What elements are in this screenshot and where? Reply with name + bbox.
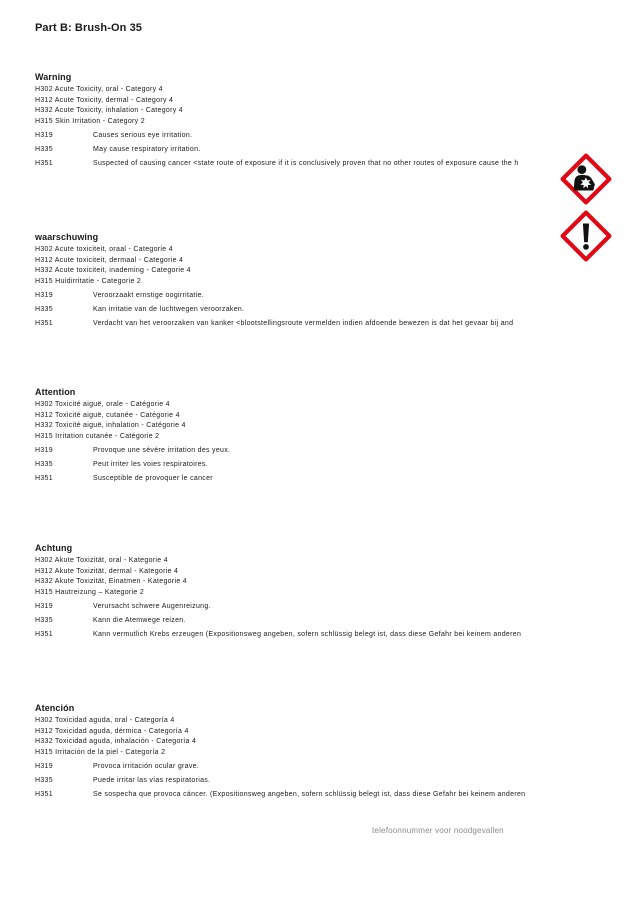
hazard-code: H319 (35, 762, 53, 770)
hazard-statement-row (35, 628, 575, 642)
hazard-code: H319 (35, 291, 53, 299)
hazard-code: H335 (35, 145, 53, 153)
signal-word: Achtung (35, 543, 73, 553)
hazard-classification: H302 Toxicidad aguda, oral - Categoría 4 (35, 717, 175, 724)
hazard-classification: H315 Irritación de la piel - Categoría 2 (35, 749, 166, 757)
hazard-code: H335 (35, 460, 53, 468)
hazard-code: H319 (35, 602, 53, 610)
signal-word: Attention (35, 387, 76, 397)
hazard-classification: H312 Acute toxiciteit, dermaal - Categorie 4 (35, 256, 184, 264)
hazard-section (35, 387, 575, 486)
hazard-statement-text: Kann die Atemwege reizen. (93, 616, 186, 624)
hazard-classification: H302 Acute toxiciteit, oraal - Categorie 4 (35, 246, 173, 253)
hazard-statement-row (35, 303, 575, 317)
hazard-statement-row (35, 600, 575, 614)
hazard-code: H319 (35, 131, 53, 139)
hazard-classification: H315 Skin Irritation - Category 2 (35, 118, 145, 126)
hazard-statement-row (35, 317, 575, 331)
emergency-phone-label: telefoonnummer voor noodgevallen (372, 826, 504, 835)
hazard-statement-row (35, 774, 575, 788)
hazard-statement-row (35, 788, 575, 802)
hazard-statements (35, 129, 575, 171)
hazard-statement-text: Kan irritatie van de luchtwegen veroorzaken. (93, 305, 245, 313)
exclamation-mark-icon (560, 210, 612, 262)
hazard-classification: H315 Irritation cutanée - Catégorie 2 (35, 433, 160, 441)
hazard-code: H351 (35, 630, 53, 638)
hazard-statement-text: Provoque une sévère irritation des yeux. (93, 446, 231, 454)
signal-word: waarschuwing (35, 232, 99, 242)
hazard-classification: H312 Toxicidad aguda, dérmica - Categoría 4 (35, 727, 189, 735)
hazard-classification: H302 Toxicité aiguë, orale - Catégorie 4 (35, 401, 170, 408)
hazard-section (35, 703, 575, 802)
hazard-section (35, 72, 575, 171)
hazard-classification: H312 Acute Toxicity, dermal - Category 4 (35, 96, 174, 104)
hazard-classification: H332 Acute toxiciteit, inademing - Categorie 4 (35, 267, 191, 275)
hazard-code: H335 (35, 776, 53, 784)
hazard-statement-row (35, 760, 575, 774)
hazard-statements (35, 289, 575, 331)
hazard-classification: H312 Toxicité aiguë, cutanée - Catégorie 4 (35, 411, 180, 419)
hazard-code: H335 (35, 305, 53, 313)
hazard-code: H351 (35, 159, 53, 167)
hazard-statement-row (35, 614, 575, 628)
hazard-statements (35, 600, 575, 642)
hazard-statement-row (35, 143, 575, 157)
ghs-pictogram (560, 210, 612, 262)
signal-word: Warning (35, 72, 72, 82)
hazard-statement-row (35, 289, 575, 303)
health-hazard-icon (560, 153, 612, 205)
hazard-code: H351 (35, 790, 53, 798)
hazard-statement-row (35, 472, 575, 486)
hazard-code: H335 (35, 616, 53, 624)
hazard-code: H319 (35, 446, 53, 454)
hazard-statement-text: May cause respiratory irritation. (93, 145, 201, 153)
hazard-classification: H332 Akute Toxizität, Einatmen - Kategorie 4 (35, 578, 187, 586)
hazard-statement-text: Peut irriter les voies respiratoires. (93, 460, 208, 468)
hazard-statement-text: Causes serious eye irritation. (93, 131, 193, 139)
hazard-classification: H315 Huidirritatie - Categorie 2 (35, 278, 142, 286)
signal-word: Atención (35, 703, 75, 713)
hazard-classification: H332 Acute Toxicity, inhalation - Category 4 (35, 107, 183, 115)
hazard-classification: H312 Akute Toxizität, dermal - Kategorie 4 (35, 567, 179, 575)
hazard-statement-text: Provoca irritación ocular grave. (93, 762, 200, 770)
hazard-classification: H315 Hautreizung – Kategorie 2 (35, 589, 145, 597)
hazard-classification: H302 Akute Toxizität, oral - Kategorie 4 (35, 557, 168, 564)
document-title: Part B: Brush-On 35 (35, 22, 143, 34)
hazard-statement-text: Veroorzaakt ernstige oogirritatie. (93, 291, 204, 299)
hazard-statement-text: Puede irritar las vías respiratorias. (93, 776, 211, 784)
hazard-statements (35, 444, 575, 486)
hazard-statement-row (35, 444, 575, 458)
hazard-statement-row (35, 458, 575, 472)
hazard-classification: H332 Toxicité aiguë, inhalation - Catégorie 4 (35, 422, 186, 430)
hazard-section (35, 543, 575, 642)
hazard-statement-text: Kann vermutlich Krebs erzeugen (Expositionsweg angeben, sofern schlüssig belegt ist, dass diese Gefahr bei keinem anderen (93, 630, 522, 638)
hazard-code: H351 (35, 474, 53, 482)
hazard-statement-text: Se sospecha que provoca cáncer. (Expositionsweg angeben, sofern schlüssig belegt ist, dass diese Gefahr bei keinem anderen (93, 790, 526, 798)
hazard-statement-row (35, 129, 575, 143)
hazard-statement-text: Verursacht schwere Augenreizung. (93, 602, 211, 610)
hazard-classification: H332 Toxicidad aguda, inhalación - Categoría 4 (35, 738, 197, 746)
hazard-statements (35, 760, 575, 802)
hazard-statement-row (35, 157, 575, 171)
hazard-classification: H302 Acute Toxicity, oral - Category 4 (35, 86, 163, 93)
hazard-code: H351 (35, 319, 53, 327)
hazard-statement-text: Suspected of causing cancer <state route of exposure if it is conclusively proven that no other routes of exposure cause the h (93, 159, 519, 167)
hazard-section (35, 232, 575, 331)
ghs-pictogram (560, 153, 612, 205)
hazard-statement-text: Susceptible de provoquer le cancer (93, 474, 213, 482)
hazard-statement-text: Verdacht van het veroorzaken van kanker <blootstellingsroute vermelden indien afdoende bewezen is dat het gevaar bij and (93, 319, 514, 327)
